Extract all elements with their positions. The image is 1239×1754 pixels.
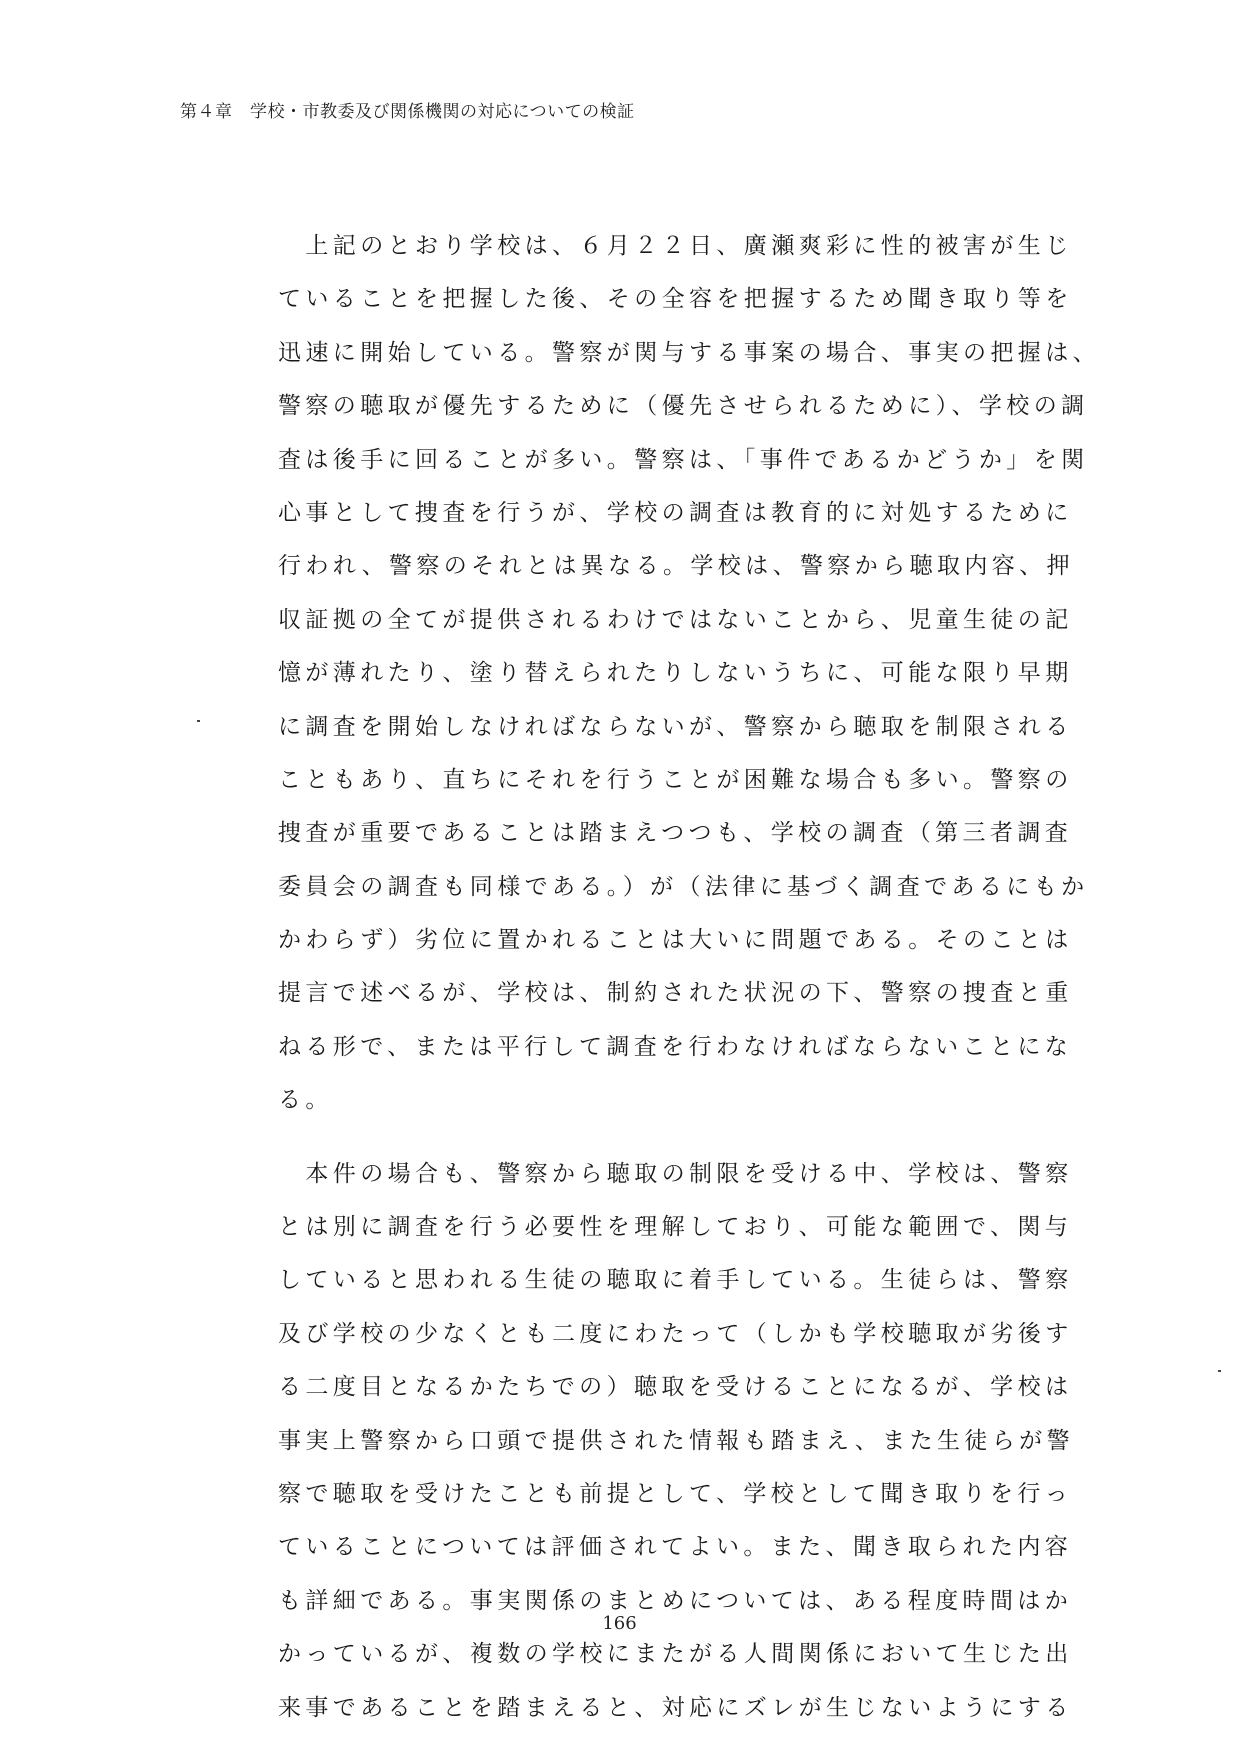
text-line: に調査を開始しなければならないが、警察から聴取を制限される: [278, 713, 1073, 740]
text-line: ねる形で、または平行して調査を行わなければならないことにな: [278, 1033, 1073, 1060]
text-line: かわらず）劣位に置かれることは大いに問題である。そのことは: [278, 927, 1073, 954]
text-line: 警察の聴取が優先するために（優先させられるために）、学校の調: [278, 393, 1089, 420]
text-line: る。: [278, 1087, 333, 1114]
text-line: 上記のとおり学校は、６月２２日、廣瀬爽彩に性的被害が生じ: [278, 233, 1073, 259]
paragraph-2: [278, 1148, 1074, 1735]
paragraph-gap: [278, 1128, 1068, 1148]
text-line: 査は後手に回ることが多い。警察は、「事件であるかどうか」を関: [278, 446, 1089, 473]
paragraph-1: [278, 220, 1100, 1128]
page-number: 166: [602, 1613, 637, 1634]
text-line: 委員会の調査も同様である。）が（法律に基づく調査であるにもか: [278, 873, 1089, 900]
text-line: 事実上警察から口頭で提供された情報も踏まえ、また生徒らが警: [278, 1427, 1074, 1454]
body-text: [278, 220, 1100, 1735]
text-line: 提言で述べるが、学校は、制約された状況の下、警察の捜査と重: [278, 980, 1073, 1007]
text-line: ていることについては評価されてよい。また、聞き取られた内容: [278, 1534, 1073, 1561]
text-line: とは別に調査を行う必要性を理解しており、可能な範囲で、関与: [278, 1214, 1073, 1241]
text-line: 及び学校の少なくとも二度にわたって（しかも学校聴取が劣後す: [278, 1320, 1073, 1347]
running-header: 第４章 学校・市教委及び関係機関の対応についての検証: [180, 102, 635, 122]
text-line: も詳細である。事実関係のまとめについては、ある程度時間はか: [278, 1587, 1073, 1614]
text-line: 迅速に開始している。警察が関与する事案の場合、事実の把握は、: [278, 339, 1100, 366]
text-line: していると思われる生徒の聴取に着手している。生徒らは、警察: [278, 1267, 1073, 1294]
text-line: 本件の場合も、警察から聴取の制限を受ける中、学校は、警察: [278, 1160, 1073, 1187]
text-line: かっているが、複数の学校にまたがる人間関係において生じた出: [278, 1641, 1073, 1668]
text-line: こともあり、直ちにそれを行うことが困難な場合も多い。警察の: [278, 766, 1073, 793]
text-line: 察で聴取を受けたことも前提として、学校として聞き取りを行っ: [278, 1480, 1073, 1507]
text-line: 捜査が重要であることは踏まえつつも、学校の調査（第三者調査: [278, 820, 1073, 847]
scan-speck: [1218, 1370, 1221, 1372]
text-line: 来事であることを踏まえると、対応にズレが生じないようにする: [278, 1694, 1073, 1721]
text-line: ていることを把握した後、その全容を把握するため聞き取り等を: [278, 286, 1073, 313]
text-line: 心事として捜査を行うが、学校の調査は教育的に対処するために: [278, 499, 1073, 526]
text-line: 収証拠の全てが提供されるわけではないことから、児童生徒の記: [278, 606, 1073, 633]
text-line: る二度目となるかたちでの）聴取を受けることになるが、学校は: [278, 1374, 1073, 1401]
text-line: 行われ、警察のそれとは異なる。学校は、警察から聴取内容、押: [278, 553, 1074, 580]
text-line: 憶が薄れたり、塗り替えられたりしないうちに、可能な限り早期: [278, 660, 1073, 687]
scan-speck: [197, 720, 200, 722]
